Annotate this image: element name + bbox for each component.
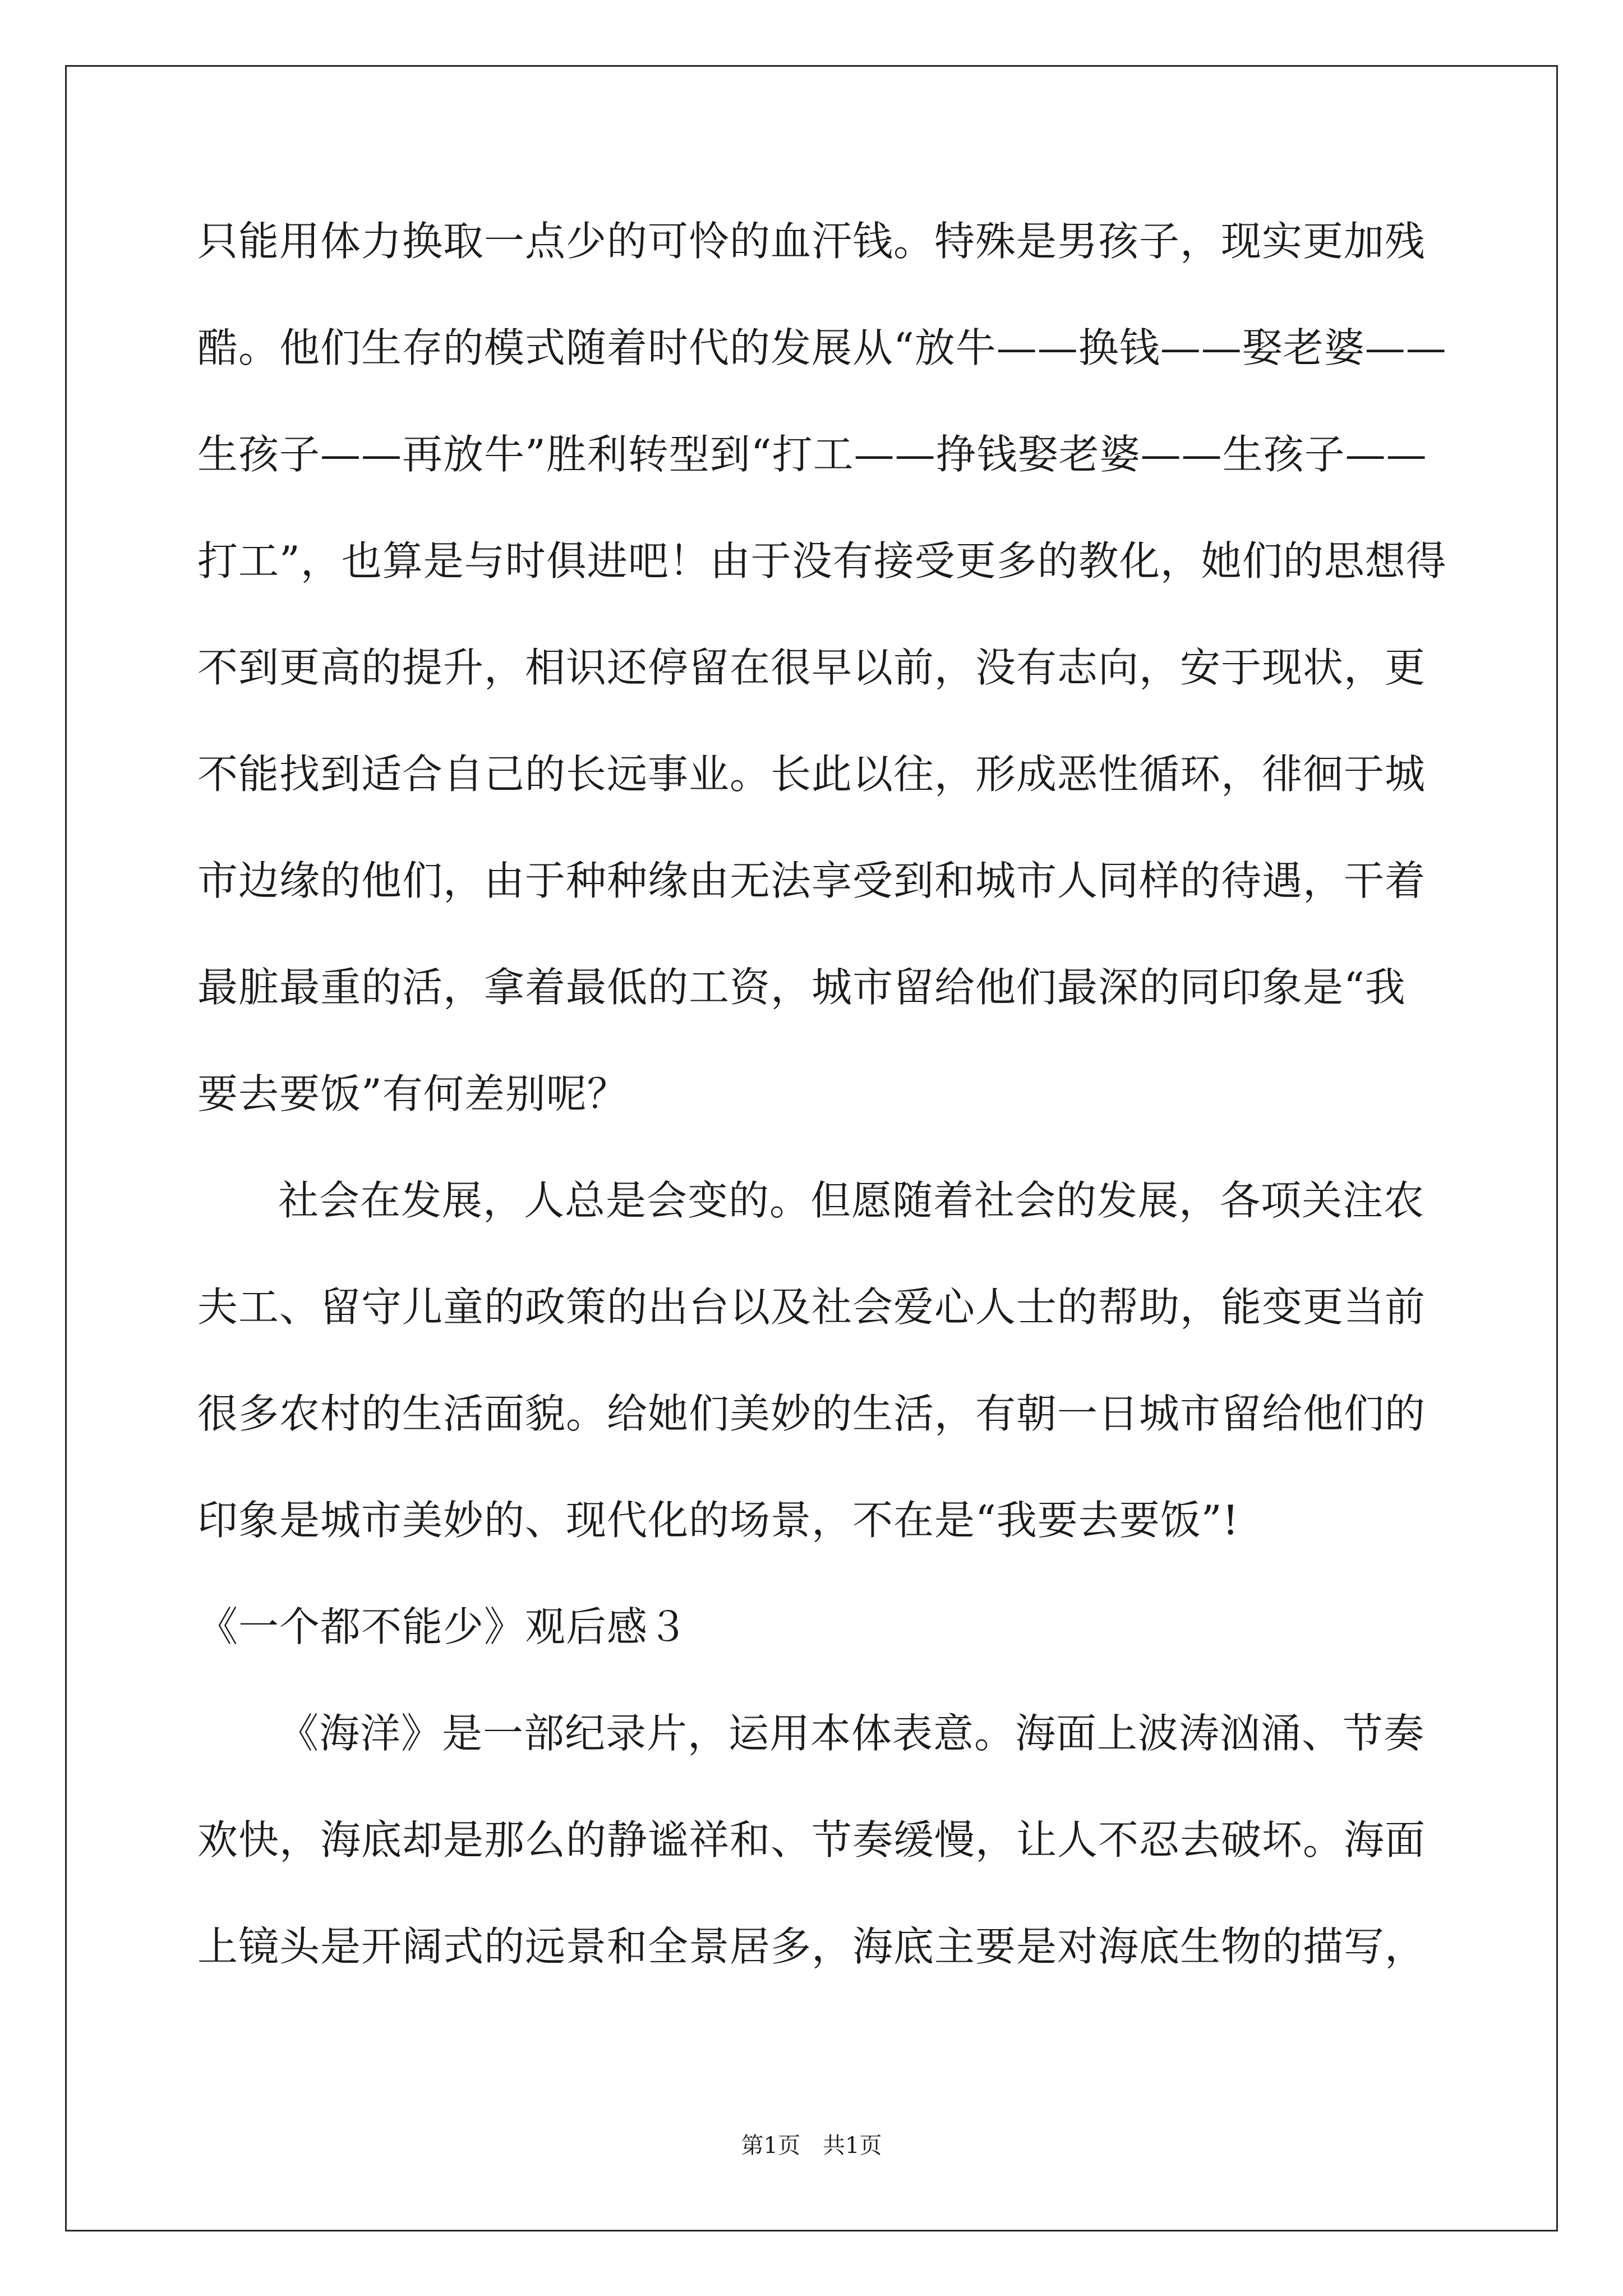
text-line: 市边缘的他们，由于种种缘由无法享受到和城市人同样的待遇，干着 bbox=[197, 857, 1426, 904]
paragraph-first-line: 《海洋》是一部纪录片，运用本体表意。海面上波涛汹涌、节奏 bbox=[278, 1710, 1425, 1757]
text-line: 生孩子——再放牛”胜利转型到“打工——挣钱娶老婆——生孩子—— bbox=[197, 431, 1427, 478]
page-footer bbox=[0, 2132, 1623, 2160]
text-line: 酷。他们生存的模式随着时代的发展从“放牛——换钱——娶老婆—— bbox=[197, 324, 1447, 371]
section-heading: 《一个都不能少》观后感３ bbox=[197, 1603, 689, 1650]
text-line: 欢快，海底却是那么的静谧祥和、节奏缓慢，让人不忍去破坏。海面 bbox=[197, 1816, 1426, 1864]
paragraph-first-line: 社会在发展，人总是会变的。但愿随着社会的发展，各项关注农 bbox=[278, 1177, 1425, 1224]
text-line: 上镜头是开阔式的远景和全景居多，海底主要是对海底生物的描写， bbox=[197, 1923, 1426, 1970]
text-line: 打工”，也算是与时俱进吧！由于没有接受更多的教化，她们的思想得 bbox=[197, 537, 1447, 585]
page-total: 共1页 bbox=[823, 2133, 882, 2159]
text-line: 不到更高的提升，相识还停留在很早以前，没有志向，安于现状，更 bbox=[197, 644, 1426, 691]
text-line: 最脏最重的活，拿着最低的工资，城市留给他们最深的同印象是“我 bbox=[197, 964, 1406, 1011]
text-line: 夫工、留守儿童的政策的出台以及社会爱心人士的帮助，能变更当前 bbox=[197, 1283, 1426, 1331]
text-line: 要去要饭”有何差别呢？ bbox=[197, 1070, 628, 1117]
text-line: 只能用体力换取一点少的可怜的血汗钱。特殊是男孩子，现实更加残 bbox=[197, 218, 1426, 265]
text-line: 很多农村的生活面貌。给她们美妙的生活，有朝一日城市留给他们的 bbox=[197, 1390, 1426, 1437]
document-body bbox=[197, 213, 1447, 2025]
text-line: 印象是城市美妙的、现代化的场景，不在是“我要去要饭”! bbox=[197, 1497, 1239, 1544]
text-line: 不能找到适合自己的长远事业。长此以往，形成恶性循环，徘徊于城 bbox=[197, 751, 1426, 798]
page-number: 第1页 bbox=[741, 2133, 800, 2159]
